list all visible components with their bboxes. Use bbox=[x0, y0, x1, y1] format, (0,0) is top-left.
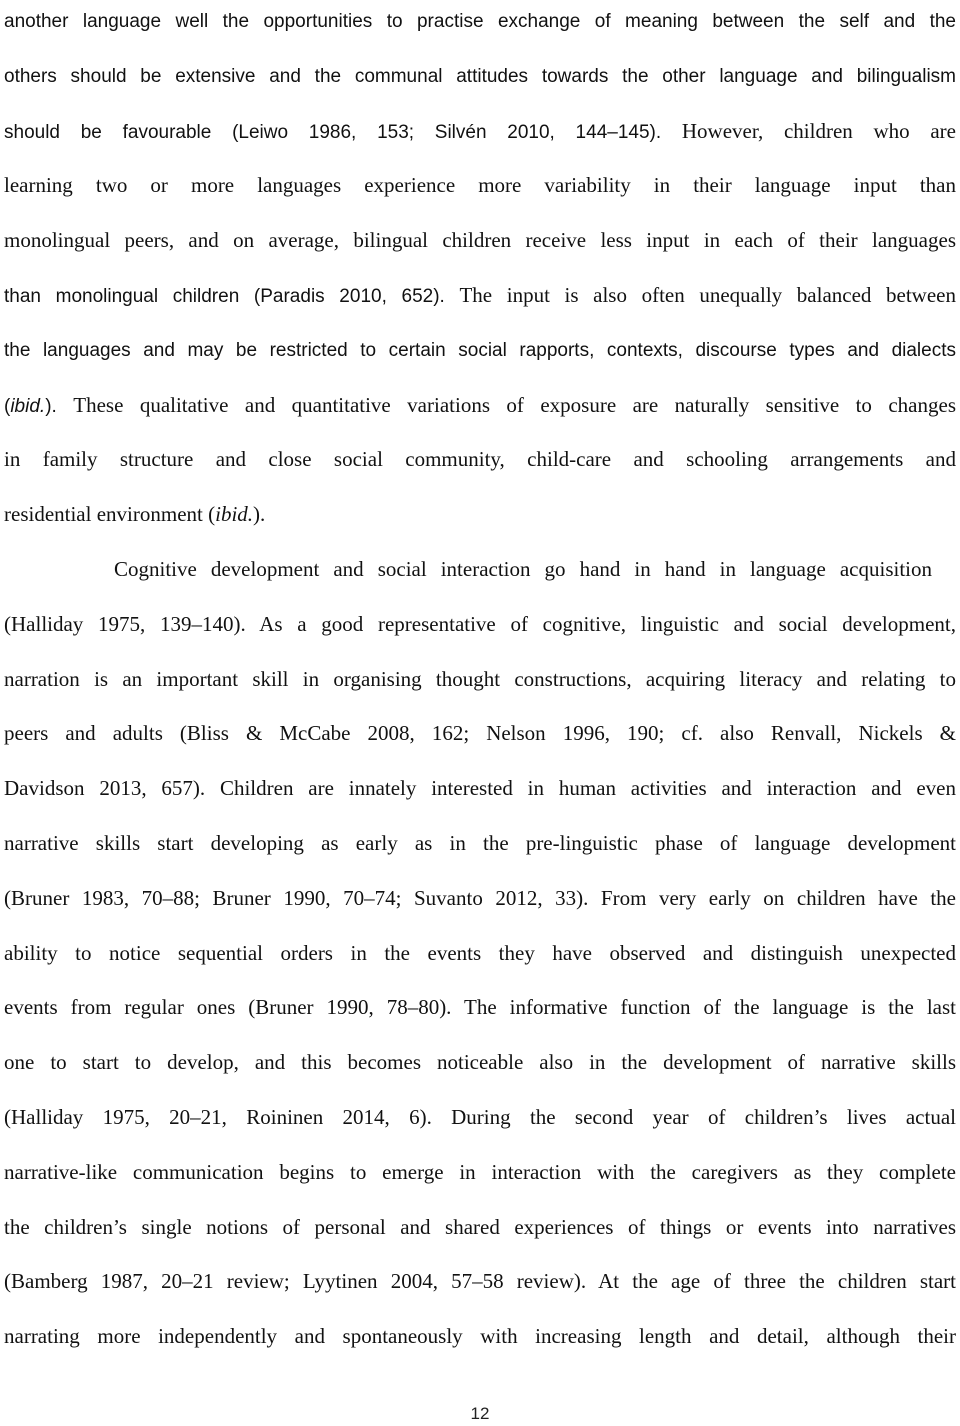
text-segment: ). bbox=[253, 502, 266, 527]
text-segment: (Bamberg 1987, 20–21 review; Lyytinen 2004, 57–58 review). bbox=[4, 1269, 599, 1294]
text-segment: ibid. bbox=[10, 395, 46, 417]
text-line bbox=[4, 1211, 956, 1243]
text-segment: monolingual peers, and on average, bilingual children receive less input in each of their languages bbox=[4, 228, 956, 253]
text-segment: Davidson 2013, 657). bbox=[4, 776, 220, 801]
text-line bbox=[4, 389, 956, 421]
text-segment: ( bbox=[4, 395, 11, 417]
text-line bbox=[4, 882, 956, 914]
text-segment: During the second year of children’s lives actual bbox=[451, 1105, 956, 1129]
text-segment: The informative function of the language is the last bbox=[464, 995, 956, 1020]
text-segment: (Halliday 1975, 139–140). bbox=[4, 611, 260, 636]
text-line bbox=[4, 1046, 956, 1078]
text-segment: Cognitive development and social interaction go hand in hand in language acquisition bbox=[114, 557, 932, 581]
text-segment: ability to notice sequential orders in the events they have observed and distinguish unexpected bbox=[4, 940, 956, 965]
text-segment: the children’s single notions of personal and shared experiences of things or events into narratives bbox=[4, 1214, 956, 1239]
text-line bbox=[4, 169, 956, 201]
text-line bbox=[4, 772, 956, 804]
page-number: 12 bbox=[470, 1404, 490, 1423]
text-segment: narrating more independently and spontaneously with increasing length and detail, although their bbox=[4, 1324, 956, 1349]
text-segment: ). bbox=[45, 395, 74, 417]
text-segment: narrative-like communication begins to emerge in interaction with the caregivers as they complete bbox=[4, 1159, 956, 1184]
text-segment: narrative skills start developing as early as in the pre-linguistic phase of language development bbox=[4, 831, 956, 855]
text-segment: At the age of three the children start bbox=[598, 1269, 956, 1294]
text-line bbox=[4, 498, 956, 530]
text-line bbox=[4, 334, 956, 366]
text-line bbox=[4, 608, 956, 640]
text-line bbox=[4, 279, 956, 311]
text-line bbox=[4, 1101, 956, 1133]
text-segment: the languages and may be restricted to certain social rapports, contexts, discourse types and dialects bbox=[4, 339, 956, 361]
text-segment: (Halliday 1975, 20–21, Roininen 2014, 6). bbox=[4, 1105, 452, 1129]
text-segment: another language well the opportunities to practise exchange of meaning between the self and the bbox=[4, 11, 956, 32]
text-segment: ibid. bbox=[215, 502, 254, 527]
text-line bbox=[4, 937, 956, 969]
text-segment: The input is also often unequally balanced between bbox=[459, 283, 956, 307]
text-segment: (Bruner 1983, 70–88; Bruner 1990, 70–74; Suvanto 2012, 33). bbox=[4, 885, 601, 910]
text-segment: learning two or more languages experience more variability in their language input than bbox=[4, 173, 956, 198]
text-segment: should be favourable (Leiwo 1986, 153; Silvén 2010, 144–145). bbox=[4, 121, 682, 143]
text-line bbox=[4, 991, 956, 1023]
text-line bbox=[4, 224, 956, 256]
text-segment: than monolingual children (Paradis 2010, 652). bbox=[4, 286, 460, 307]
text-segment: These qualitative and quantitative variations of exposure are naturally sensitive to changes bbox=[73, 392, 956, 417]
text-line bbox=[4, 663, 956, 695]
text-segment: However, children who are bbox=[681, 118, 956, 143]
text-line bbox=[4, 115, 956, 147]
text-segment: narration is an important skill in organising thought constructions, acquiring literacy and relating to bbox=[4, 666, 956, 691]
text-line bbox=[4, 5, 956, 37]
text-line bbox=[4, 443, 956, 475]
text-line bbox=[4, 60, 956, 92]
text-segment: Children are innately interested in human activities and interaction and even bbox=[219, 776, 956, 801]
text-line bbox=[4, 1320, 956, 1352]
text-line bbox=[4, 717, 956, 749]
text-segment: events from regular ones (Bruner 1990, 78–80). bbox=[4, 995, 465, 1020]
text-line bbox=[114, 553, 932, 585]
text-line bbox=[4, 1156, 956, 1188]
text-segment: From very early on children have the bbox=[600, 885, 956, 910]
text-line bbox=[4, 827, 956, 859]
text-segment: in family structure and close social community, child-care and schooling arrangements and bbox=[4, 447, 956, 472]
text-segment: peers and adults (Bliss & McCabe 2008, 162; Nelson 1996, 190; cf. also Renvall, Nickels & bbox=[4, 721, 956, 746]
text-segment: As a good representative of cognitive, linguistic and social development, bbox=[259, 611, 956, 636]
text-segment: one to start to develop, and this becomes noticeable also in the development of narrative skills bbox=[4, 1050, 956, 1075]
text-line bbox=[4, 1265, 956, 1297]
text-segment: residential environment ( bbox=[4, 502, 216, 527]
text-segment: others should be extensive and the communal attitudes towards the other language and bilingualism bbox=[4, 65, 956, 87]
